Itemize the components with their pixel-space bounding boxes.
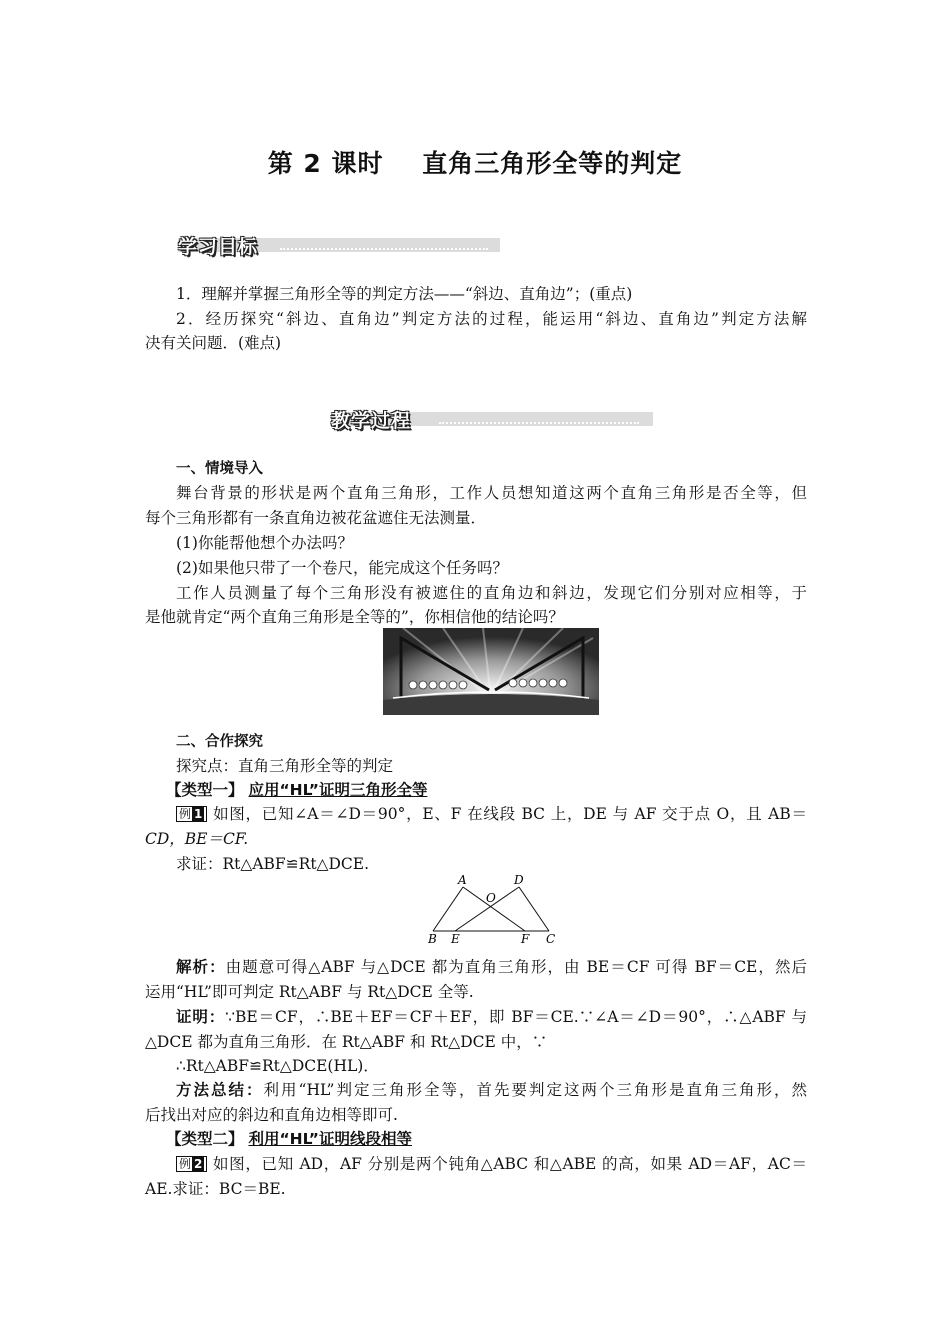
analysis-line2: 运用“HL”即可判定 Rt△ABF 与 Rt△DCE 全等. — [145, 983, 474, 1001]
objectives-label: 学习目标 — [178, 236, 259, 258]
example2-badge: 例 2 — [176, 1156, 207, 1172]
analysis-line1 — [176, 956, 807, 978]
label-e: E — [451, 932, 460, 946]
example1-prove: 求证：Rt△ABF≌Rt△DCE. — [176, 855, 369, 873]
part1-para2-line1: 工作人员测量了每个三角形没有被遮住的直角边和斜边，发现它们分别对应相等，于 — [176, 584, 807, 602]
segment-dc — [519, 887, 549, 931]
segment-ab — [433, 887, 463, 931]
type1-tag: 【类型一】 — [166, 781, 244, 799]
proof-line1 — [176, 1006, 807, 1028]
example1-line1 — [176, 803, 807, 825]
example1-text: 如图，已知∠A＝∠D＝90°，E、F 在线段 BC 上，DE 与 AF 交于点 O，且 AB＝ — [213, 805, 808, 823]
banner-dots — [280, 240, 488, 250]
objectives-banner — [178, 232, 500, 256]
part1-heading: 一、情境导入 — [176, 461, 263, 477]
objective-1: 1．理解并掌握三角形全等的判定方法——“斜边、直角边”；(重点) — [176, 285, 633, 303]
proof-text: ∵BE＝CF，∴BE＋EF＝CF＋EF，即 BF＝CE.∵∠A＝∠D＝90°，∴△ABF 与 — [225, 1008, 807, 1026]
type1-heading — [166, 779, 828, 801]
method-text: 利用“HL”判定三角形全等，首先要判定这两个三角形是直角三角形，然 — [263, 1081, 807, 1099]
method-label: 方法总结： — [176, 1081, 264, 1099]
objective-2-cont: 决有关问题．(难点) — [145, 334, 282, 352]
label-c: C — [546, 932, 556, 946]
example2-text: 如图，已知 AD，AF 分别是两个钝角△ABC 和△ABE 的高，如果 AD＝AF，AC＝ — [212, 1155, 807, 1173]
example1-badge: 例 1 — [176, 806, 207, 822]
proof-line2: △DCE 都为直角三角形．在 Rt△ABF 和 Rt△DCE 中，∵ — [145, 1033, 548, 1051]
part1-para1-line2: 每个三角形都有一条直角边被花盆遮住无法测量． — [145, 509, 487, 527]
process-banner — [331, 406, 653, 430]
method-line1 — [176, 1079, 807, 1101]
proof-label: 证明： — [176, 1008, 226, 1026]
analysis-text: 由题意可得△ABF 与△DCE 都为直角三角形，由 BE＝CF 可得 BF＝CE，然后 — [225, 958, 807, 976]
banner-dots — [439, 414, 639, 424]
example1-line2: CD，BE＝CF. — [145, 830, 249, 848]
type2-heading — [166, 1128, 828, 1150]
label-b: B — [428, 932, 437, 946]
part1-para1-line1: 舞台背景的形状是两个直角三角形，工作人员想知道这两个直角三角形是否全等，但 — [176, 484, 807, 502]
page-title: 第 2 课时 直角三角形全等的判定 — [267, 149, 683, 178]
stage-photo — [383, 628, 599, 715]
part1-question-1: (1)你能帮他想个办法吗？ — [176, 534, 353, 552]
method-line2: 后找出对应的斜边和直角边相等即可. — [145, 1106, 398, 1124]
geometry-figure-1 — [425, 873, 560, 948]
proof-line3: ∴Rt△ABF≌Rt△DCE(HL)． — [176, 1057, 379, 1075]
type2-title: 利用“HL”证明线段相等 — [248, 1130, 412, 1148]
analysis-label: 解析： — [176, 958, 226, 976]
label-f: F — [521, 932, 530, 946]
type2-tag: 【类型二】 — [166, 1130, 244, 1148]
label-a: A — [458, 873, 467, 887]
process-label: 教学过程 — [331, 410, 412, 432]
objective-2: 2．经历探究“斜边、直角边”判定方法的过程，能运用“斜边、直角边”判定方法解 — [176, 310, 807, 328]
part1-para2-line2: 是他就肯定“两个直角三角形是全等的”，你相信他的结论吗？ — [145, 608, 564, 626]
example2-line1 — [176, 1153, 807, 1175]
part1-question-2: (2)如果他只带了一个卷尺，能完成这个任务吗？ — [176, 559, 508, 577]
part2-topic: 探究点：直角三角形全等的判定 — [176, 757, 394, 775]
label-o: O — [486, 891, 496, 905]
type1-title: 应用“HL”证明三角形全等 — [248, 781, 428, 799]
example2-line2: AE.求证：BC＝BE. — [145, 1180, 286, 1198]
part2-heading: 二、合作探究 — [176, 734, 263, 750]
label-d: D — [514, 873, 524, 887]
